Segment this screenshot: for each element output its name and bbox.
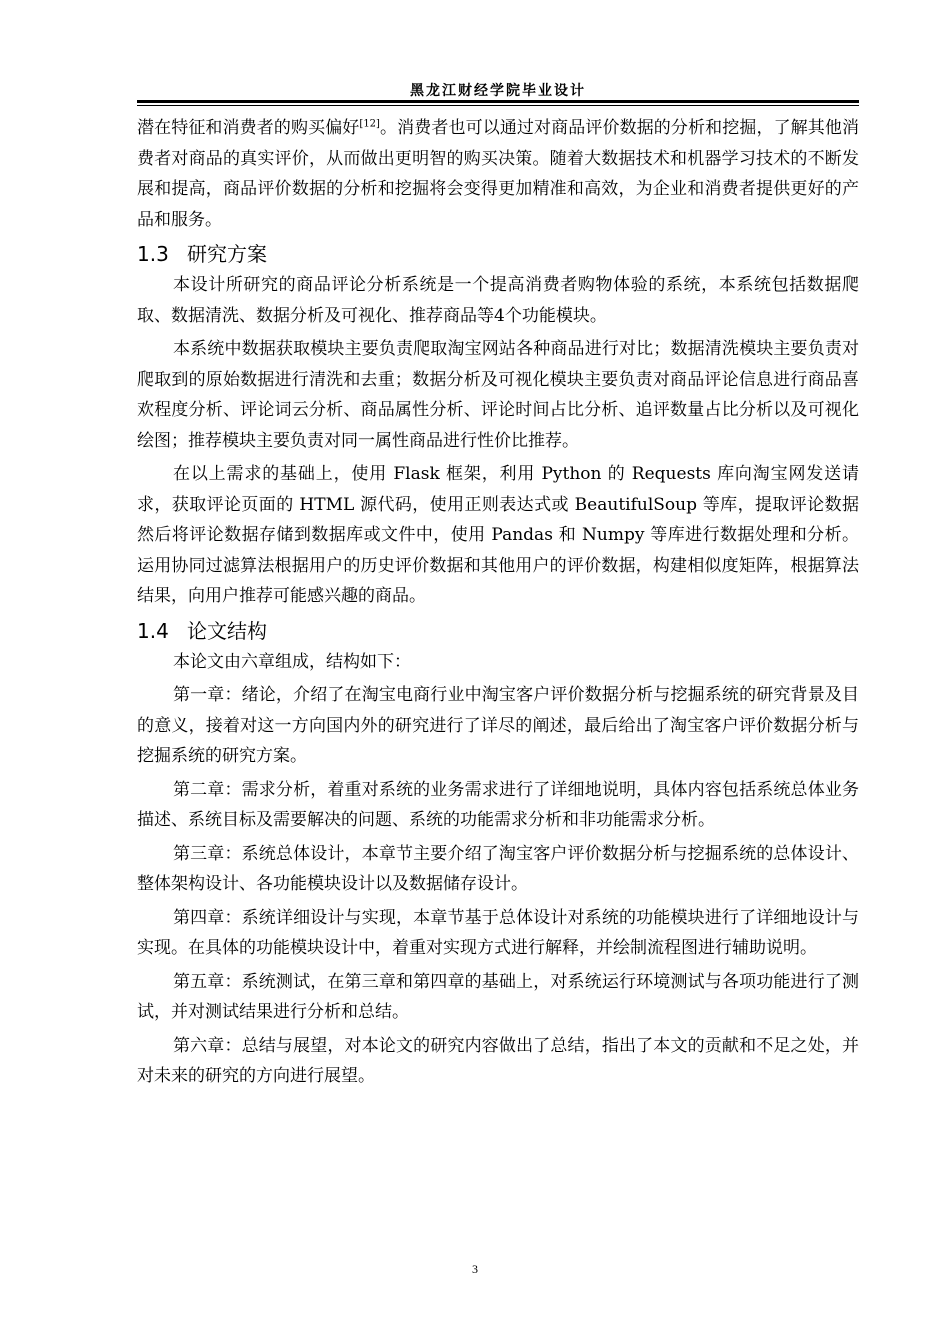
section-1-4-paragraph: 本论文由六章组成，结构如下： <box>173 651 411 672</box>
citation-ref: [12] <box>359 118 380 130</box>
section-number: 1.3 <box>137 242 169 266</box>
section-1-3-paragraph: 在以上需求的基础上，使用 Flask 框架，利用 Python 的 Requests 库向淘宝网发送请求，获取评论页面的 HTML 源代码，使用正则表达式或 BeautifulSoup 等库，提取评论数据然后将评论数据存储到数据库或文件中，使用 Pandas 和 Numpy 等库进行数据处理和分析。运用协同过滤算法根据用户的历史评价数据和其他用户的评价数据，构建相似度矩阵，根据算法结果，向用户推荐可能感兴趣的商品。 <box>137 464 859 606</box>
page-header-title: 黑龙江财经学院毕业设计 <box>410 83 586 99</box>
intro-paragraph <box>137 113 859 235</box>
section-1-3-paragraph: 本设计所研究的商品评论分析系统是一个提高消费者购物体验的系统，本系统包括数据爬取、数据清洗、数据分析及可视化、推荐商品等4个功能模块。 <box>137 275 859 326</box>
section-title: 论文结构 <box>187 618 267 643</box>
header-rule-thick <box>137 100 859 103</box>
section-title: 研究方案 <box>187 242 267 266</box>
intro-text-after-ref: 。消费者也可以通过对商品评价数据的分析和挖掘，了解其他消费者对商品的真实评价，从而做出更明智的购买决策。随着大数据技术和机器学习技术的不断发展和提高，商品评价数据的分析和挖掘将会变得更加精准和高效，为企业和消费者提供更好的产品和服务。 <box>137 118 860 230</box>
section-1-4-paragraph: 第三章：系统总体设计，本章节主要介绍了淘宝客户评价数据分析与挖掘系统的总体设计、整体架构设计、各功能模块设计以及数据储存设计。 <box>137 843 859 894</box>
section-number: 1.4 <box>137 618 169 643</box>
intro-text-before-ref: 潜在特征和消费者的购买偏好 <box>137 118 360 138</box>
page-number: 3 <box>472 1262 478 1276</box>
section-1-4-paragraph: 第一章：绪论，介绍了在淘宝电商行业中淘宝客户评价数据分析与挖掘系统的研究背景及目的意义，接着对这一方向国内外的研究进行了详尽的阐述，最后给出了淘宝客户评价数据分析与挖掘系统的研究方案。 <box>137 685 859 766</box>
section-heading-1-3 <box>137 238 859 270</box>
header-rule-thin <box>137 105 859 106</box>
section-1-4-paragraph: 第二章：需求分析，着重对系统的业务需求进行了详细地说明，具体内容包括系统总体业务描述、系统目标及需要解决的问题、系统的功能需求分析和非功能需求分析。 <box>137 779 859 830</box>
section-1-4-paragraph: 第五章：系统测试，在第三章和第四章的基础上，对系统运行环境测试与各项功能进行了测试，并对测试结果进行分析和总结。 <box>137 971 859 1022</box>
section-1-4-paragraph: 第六章：总结与展望，对本论文的研究内容做出了总结，指出了本文的贡献和不足之处，并对未来的研究的方向进行展望。 <box>137 1035 859 1086</box>
section-1-4-paragraph: 第四章：系统详细设计与实现，本章节基于总体设计对系统的功能模块进行了详细地设计与实现。在具体的功能模块设计中，着重对实现方式进行解释，并绘制流程图进行辅助说明。 <box>137 907 859 958</box>
section-heading-1-4 <box>137 615 859 647</box>
section-1-3-paragraph: 本系统中数据获取模块主要负责爬取淘宝网站各种商品进行对比；数据清洗模块主要负责对爬取到的原始数据进行清洗和去重；数据分析及可视化模块主要负责对商品评论信息进行商品喜欢程度分析、评论词云分析、商品属性分析、评论时间占比分析、追评数量占比分析以及可视化绘图；推荐模块主要负责对同一属性商品进行性价比推荐。 <box>137 339 859 451</box>
document-body <box>137 113 859 1095</box>
